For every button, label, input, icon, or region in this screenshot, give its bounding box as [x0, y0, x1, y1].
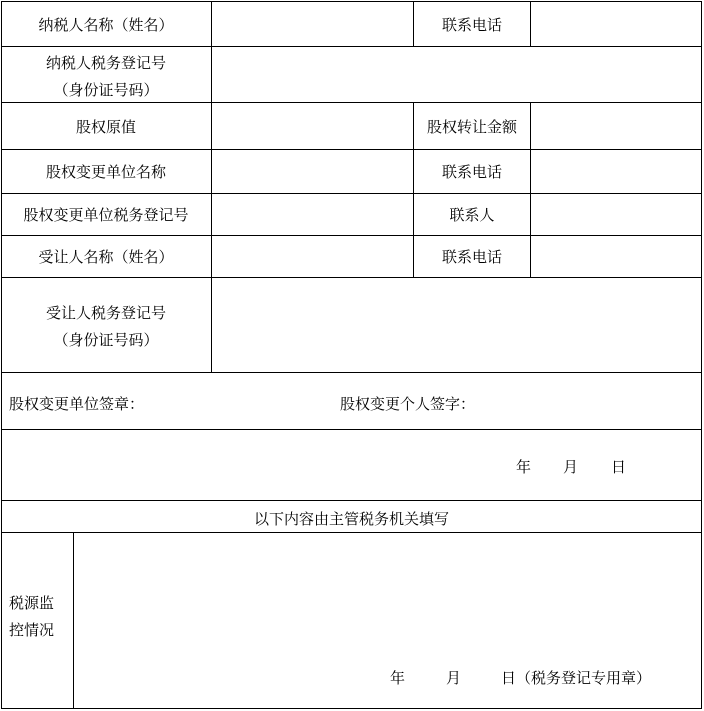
transferee-id-label: （身份证号码） [53, 331, 159, 349]
equity-transfer-amount-label: 股权转让金额 [426, 118, 517, 136]
transferee-tax-reg-field[interactable] [212, 278, 701, 372]
contact-phone-field[interactable] [531, 236, 701, 277]
taxpayer-name-label: 纳税人名称（姓名） [38, 16, 174, 34]
monitoring-label-line2: 控情况 [9, 621, 55, 639]
border-bottom [1, 708, 702, 709]
taxpayer-tax-reg-label: 纳税人税务登记号 [45, 54, 166, 72]
taxpayer-name-field[interactable] [212, 2, 413, 46]
contact-phone-label: 联系电话 [441, 163, 502, 181]
transferee-name-field[interactable] [212, 236, 413, 277]
contact-person-field[interactable] [531, 194, 701, 235]
authority-date-day-seal: 日（税务登记专用章） [501, 669, 652, 687]
taxpayer-id-label: （身份证号码） [53, 81, 159, 99]
transferee-tax-reg-label: 受让人税务登记号 [45, 304, 166, 322]
taxpayer-tax-reg-field[interactable] [212, 47, 701, 102]
date-year: 年 [516, 458, 532, 476]
row-divider [1, 500, 702, 501]
contact-person-label: 联系人 [449, 206, 495, 224]
row-divider [1, 372, 702, 373]
contact-phone-field[interactable] [531, 2, 701, 46]
authority-section-header: 以下内容由主管税务机关填写 [253, 510, 449, 528]
monitoring-label-line1: 税源监 [9, 594, 55, 612]
equity-change-unit-name-field[interactable] [212, 150, 413, 193]
equity-change-unit-name-label: 股权变更单位名称 [45, 163, 166, 181]
equity-original-value-label: 股权原值 [75, 118, 136, 136]
border-right [701, 1, 702, 709]
contact-phone-label: 联系电话 [441, 248, 502, 266]
equity-change-unit-tax-reg-field[interactable] [212, 194, 413, 235]
transferee-name-label: 受让人名称（姓名） [38, 248, 174, 266]
equity-change-unit-tax-reg-label: 股权变更单位税务登记号 [23, 206, 189, 224]
row-divider [1, 429, 702, 430]
authority-date-year: 年 [390, 669, 406, 687]
equity-original-value-field[interactable] [212, 103, 413, 149]
personal-sign-label: 股权变更个人签字： [340, 395, 476, 413]
date-day: 日 [611, 458, 627, 476]
contact-phone-field[interactable] [531, 150, 701, 193]
authority-date-month: 月 [446, 669, 462, 687]
date-month: 月 [563, 458, 579, 476]
border-left [1, 1, 2, 709]
unit-seal-label: 股权变更单位签章： [9, 395, 145, 413]
contact-phone-label: 联系电话 [441, 16, 502, 34]
equity-transfer-amount-field[interactable] [531, 103, 701, 149]
equity-transfer-form [1, 1, 702, 709]
